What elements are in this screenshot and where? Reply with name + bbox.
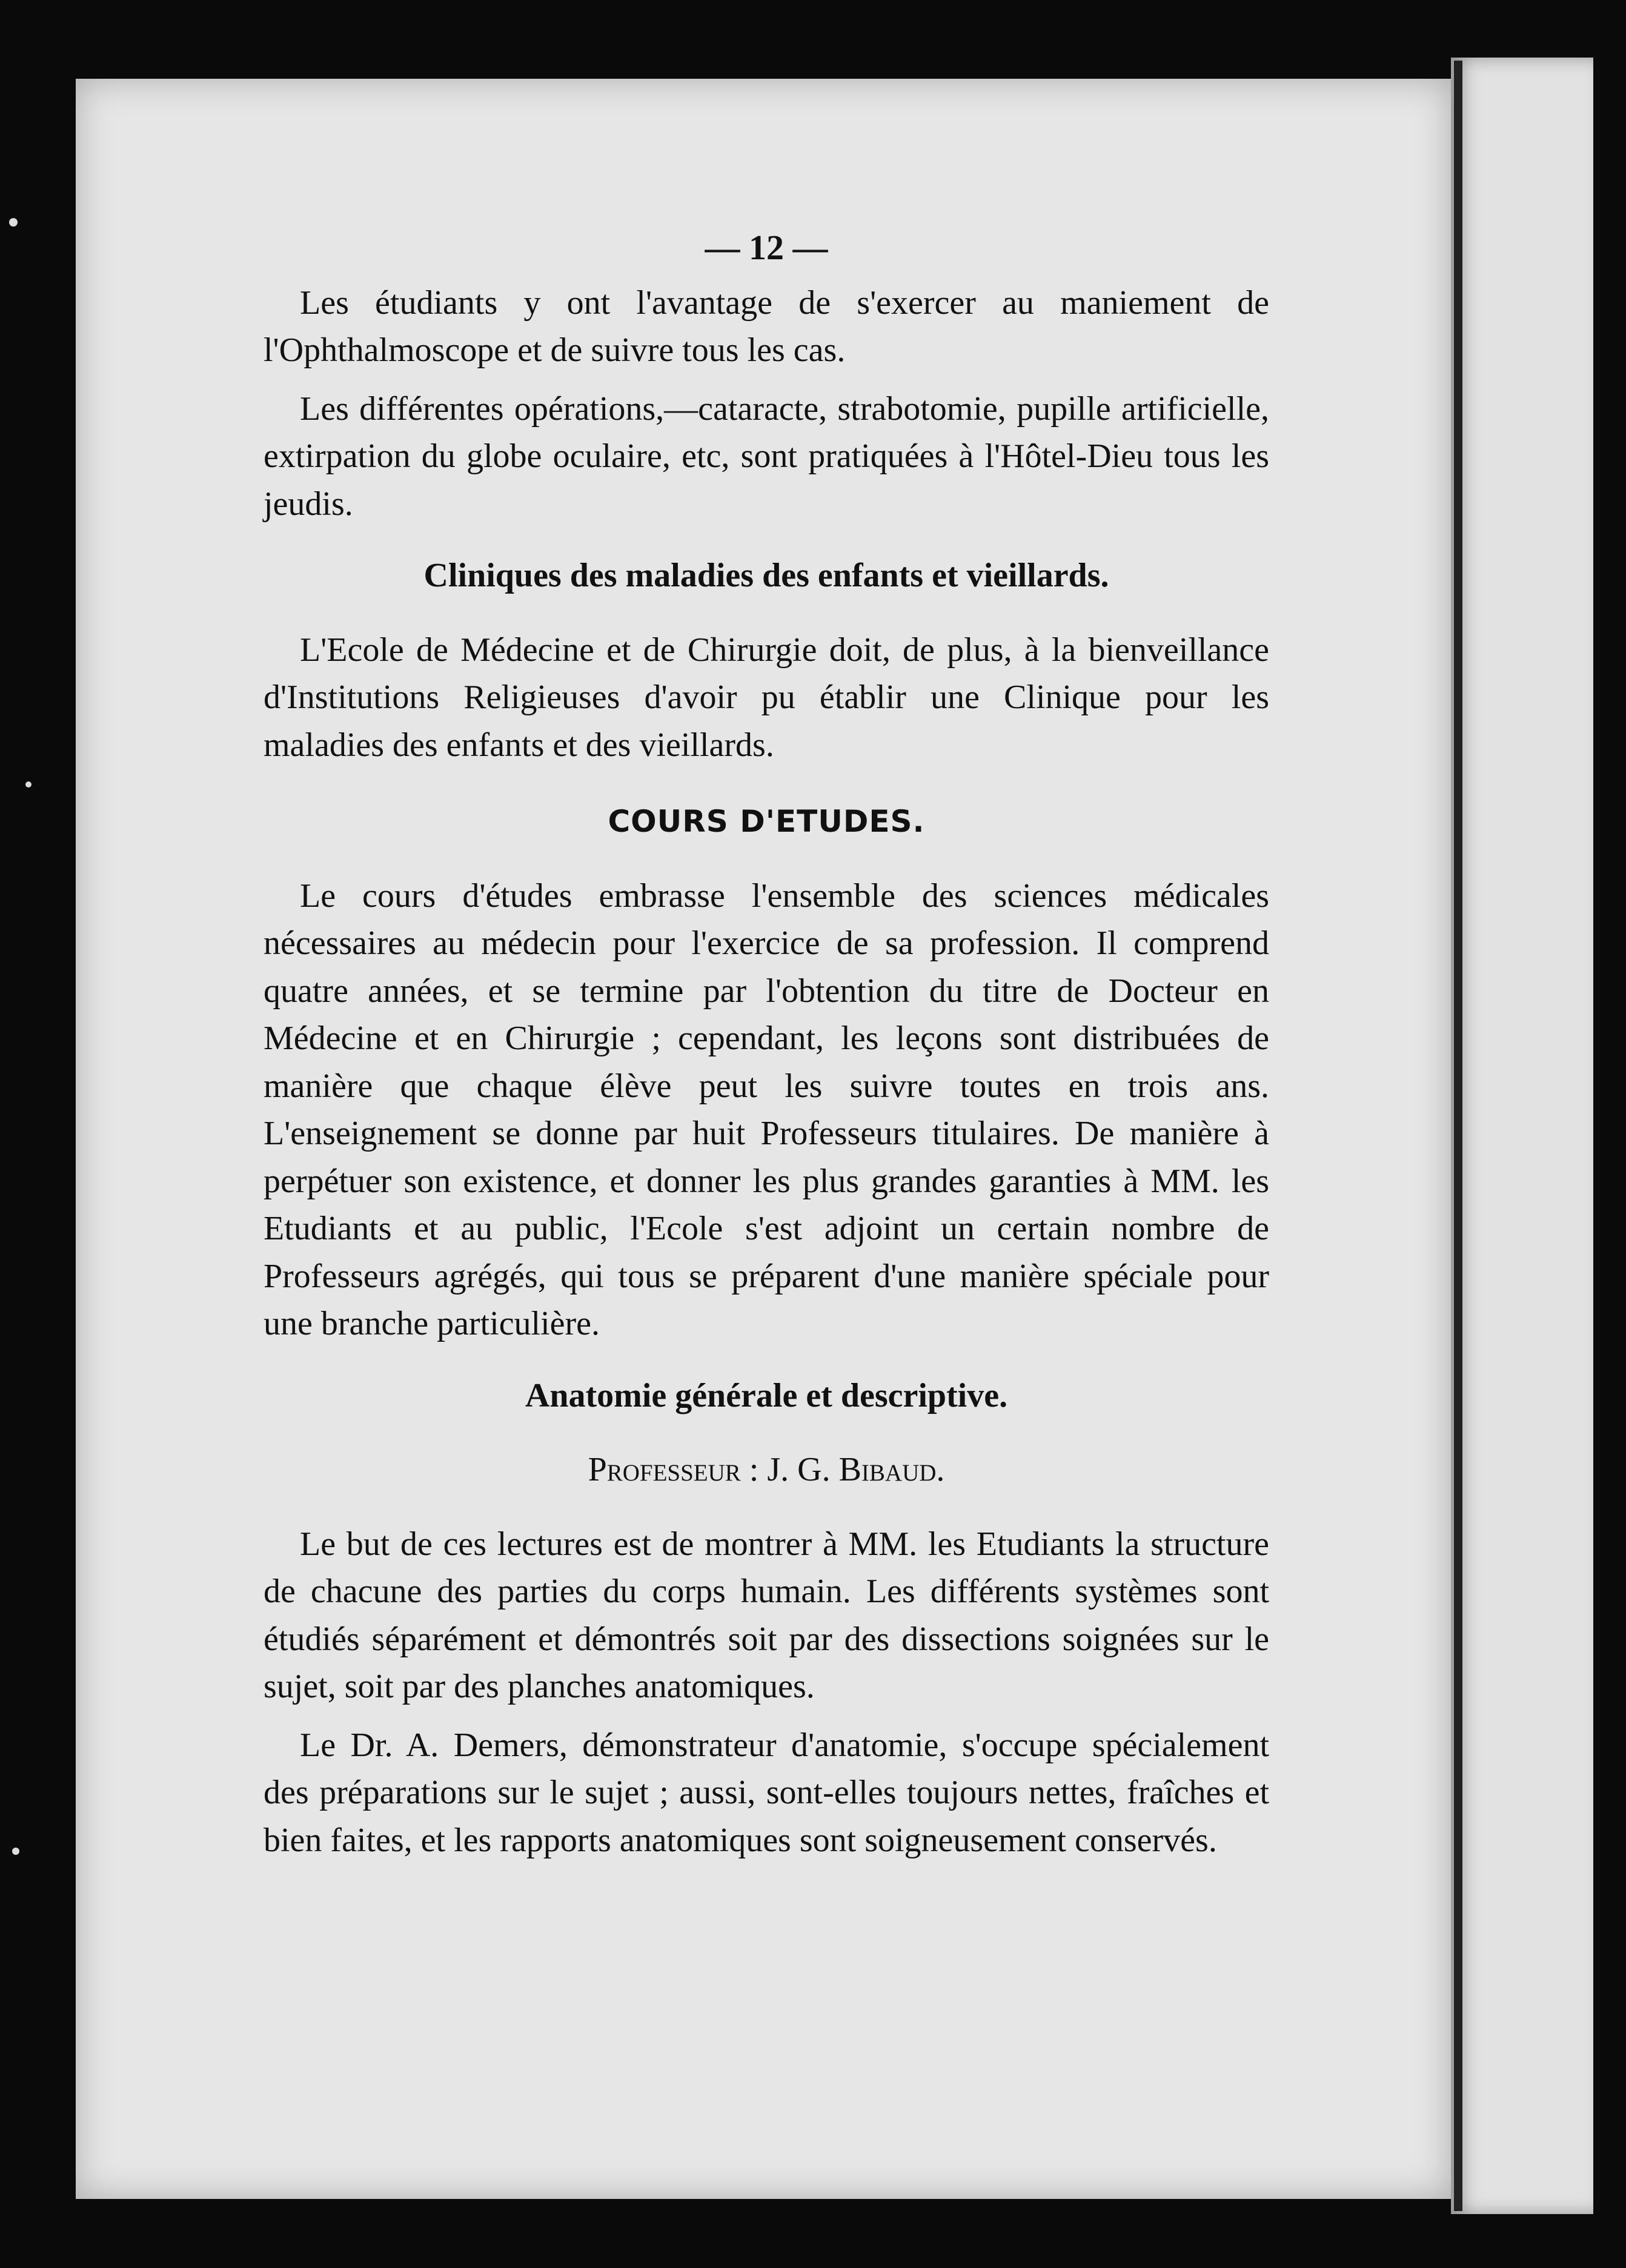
binding-shadow xyxy=(1454,61,1462,2211)
paragraph: Le cours d'études embrasse l'ensemble des sciences médicales nécessaires au médecin pour l'exercice de sa profession. Il comprend quatre années, et se termine par l'obtention du titre de Docteur en Médecine et en Chirurgie ; cependant, les leçons sont distribuées de manière que chaque élève peut les suivre toutes en trois ans. L'enseignement se donne par huit Professeurs titulaires. De manière à perpétuer son existence, et donner les plus grandes garanties à MM. les Etudiants et au public, l'Ecole s'est adjoint un certain nombre de Professeurs agrégés, qui tous se préparent d'une manière spéciale pour une branche particulière. xyxy=(264,877,1269,1342)
section-heading-cours: COURS D'ETUDES. xyxy=(608,804,925,839)
paragraph: Le but de ces lectures est de montrer à MM. les Etudiants la structure de chacune des parties du corps humain. Les différents systèmes sont étudiés séparément et démontrés soit par des dissections soignées sur le sujet, soit par des planches anatomiques. xyxy=(264,1525,1269,1705)
scan-speck xyxy=(9,218,18,227)
page-number: — 12 — xyxy=(705,228,828,267)
adjacent-page-edge xyxy=(1451,58,1593,2214)
paragraph: Les étudiants y ont l'avantage de s'exercer au maniement de l'Ophthalmoscope et de suivre tous les cas. xyxy=(264,284,1269,369)
professor-name: J. G. Bibaud. xyxy=(767,1451,945,1488)
scan-speck xyxy=(12,1848,19,1855)
paragraph: Les différentes opérations,—cataracte, strabotomie, pupille artificielle, extirpation du globe oculaire, etc, sont pratiquées à l'Hôtel-Dieu tous les jeudis. xyxy=(264,390,1269,523)
professor-line xyxy=(264,1446,1269,1494)
section-heading-anatomie: Anatomie générale et descriptive. xyxy=(525,1376,1008,1414)
paragraph: L'Ecole de Médecine et de Chirurgie doit, de plus, à la bienveillance d'Institutions Religieuses d'avoir pu établir une Clinique pour les maladies des enfants et des vieillards. xyxy=(264,631,1269,764)
section-heading-cliniques: Cliniques des maladies des enfants et vieillards. xyxy=(423,557,1109,594)
scan-speck xyxy=(25,781,32,788)
professor-label: Professeur : xyxy=(588,1451,759,1488)
page-content xyxy=(264,224,1269,1875)
paragraph: Le Dr. A. Demers, démonstrateur d'anatomie, s'occupe spécialement des préparations sur le sujet ; aussi, sont-elles toujours nettes, fraîches et bien faites, et les rapports anatomiques sont soigneusement conservés. xyxy=(264,1726,1269,1859)
